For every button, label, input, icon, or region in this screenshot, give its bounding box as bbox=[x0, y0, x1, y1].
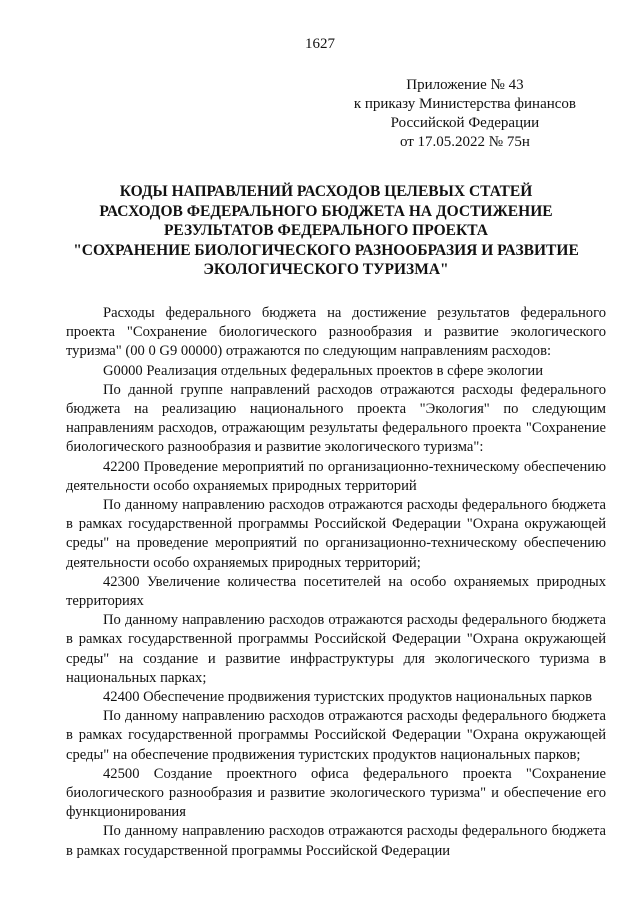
body-paragraph: По данному направлению расходов отражаются расходы федерального бюджета в рамках государственной программы Российской Федерации bbox=[66, 823, 606, 859]
appendix-line: Российской Федерации bbox=[390, 115, 540, 131]
document-title bbox=[60, 182, 592, 280]
title-line: РАСХОДОВ ФЕДЕРАЛЬНОГО БЮДЖЕТА НА ДОСТИЖЕНИЕ bbox=[99, 202, 553, 220]
body-paragraph: По данной группе направлений расходов отражаются расходы федерального бюджета на реализацию национального проекта "Экология" по следующим направлениям расходов, отражающим результаты федерального проекта "Сохранение биологического разнообразия и развитие экологического туризма": bbox=[66, 381, 606, 456]
title-line: "СОХРАНЕНИЕ БИОЛОГИЧЕСКОГО РАЗНООБРАЗИЯ И РАЗВИТИЕ bbox=[73, 241, 579, 259]
appendix-line: от 17.05.2022 № 75н bbox=[399, 134, 530, 150]
title-line: КОДЫ НАПРАВЛЕНИЙ РАСХОДОВ ЦЕЛЕВЫХ СТАТЕЙ bbox=[119, 183, 533, 200]
body-paragraph: По данному направлению расходов отражаются расходы федерального бюджета в рамках государственной программы Российской Федерации "Охрана окружающей среды" на обеспечение продвижения туристских продуктов национальных парков; bbox=[66, 708, 606, 763]
expense-code-42400: 42400 Обеспечение продвижения туристских продуктов национальных парков bbox=[103, 689, 592, 706]
appendix-line: к приказу Министерства финансов bbox=[353, 96, 576, 112]
intro-paragraph: Расходы федерального бюджета на достижение результатов федерального проекта "Сохранение биологического разнообразия и развитие экологического туризма" (00 0 G9 00000) отражаются по следующим направлениям расходов: bbox=[66, 305, 606, 360]
title-line: ЭКОЛОГИЧЕСКОГО ТУРИЗМА" bbox=[203, 261, 449, 278]
body-paragraph: По данному направлению расходов отражаются расходы федерального бюджета в рамках государственной программы Российской Федерации "Охрана окружающей среды" на проведение мероприятий по организационно-техническому обеспечению деятельности особо охраняемых природных территорий; bbox=[66, 497, 606, 571]
expense-code-42200: 42200 Проведение мероприятий по организационно-техническому обеспечению деятельности особо охраняемых природных территорий bbox=[66, 458, 606, 494]
title-line: РЕЗУЛЬТАТОВ ФЕДЕРАЛЬНОГО ПРОЕКТА bbox=[163, 222, 489, 239]
body-paragraph: По данному направлению расходов отражаются расходы федерального бюджета в рамках государственной программы Российской Федерации "Охрана окружающей среды" на создание и развитие инфраструктуры для экологического туризма в национальных парках; bbox=[66, 612, 606, 686]
appendix-line: Приложение № 43 bbox=[406, 77, 524, 93]
appendix-block bbox=[354, 76, 576, 152]
page-number: 1627 bbox=[305, 36, 335, 52]
expense-code-42500: 42500 Создание проектного офиса федерального проекта "Сохранение биологического разнообразия и развитие экологического туризма" и обеспечение его функционирования bbox=[66, 765, 606, 821]
document-body bbox=[66, 304, 606, 861]
expense-code-42300: 42300 Увеличение количества посетителей на особо охраняемых природных территориях bbox=[66, 573, 606, 610]
expense-code-g0000: G0000 Реализация отдельных федеральных проектов в сфере экологии bbox=[103, 362, 544, 379]
